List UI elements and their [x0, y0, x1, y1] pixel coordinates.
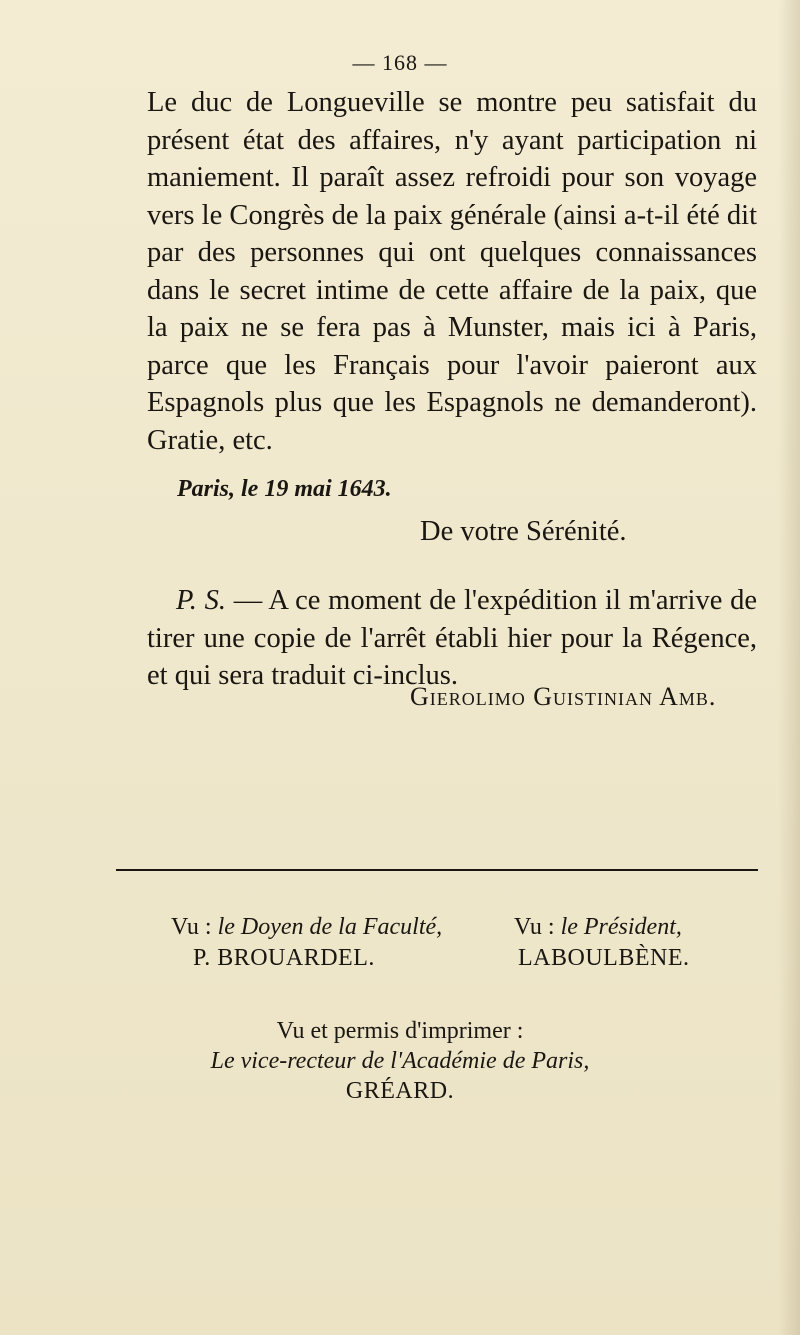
postscript: [147, 582, 757, 695]
postscript-text: — A ce moment de l'expédition il m'arrive de tirer une copie de l'arrêt établi hier pour la Régence, et qui sera traduit ci-inclus.: [147, 585, 757, 691]
letter-paragraph: Le duc de Longueville se montre peu satisfait du présent état des affaires, n'y ayant participation ni maniement. Il paraît assez refroidi pour son voyage vers le Congrès de la paix générale (ainsi a-t-il été dit par des personnes qui ont quelques connaissances dans le secret intime de cette affaire de la paix, que la paix ne se fera pas à Munster, mais ici à Paris, parce que les Français pour l'avoir paieront aux Espagnols plus que les Espagnols ne demanderont). Gratie, etc.: [147, 87, 757, 456]
imprimatur-line-1: Vu et permis d'imprimer :: [276, 1018, 524, 1044]
approval-dean-name: P. BROUARDEL.: [193, 945, 375, 971]
horizontal-rule: [116, 869, 758, 871]
approval-dean-prefix: Vu :: [171, 914, 218, 940]
approval-president-name: LABOULBÈNE.: [518, 945, 690, 971]
page-edge-shadow: [778, 0, 800, 1335]
letter-closing: De votre Sérénité.: [420, 516, 627, 547]
imprimatur-line-3: GRÉARD.: [345, 1078, 455, 1104]
letter-dateline: Paris, le 19 mai 1643.: [177, 476, 392, 502]
approval-dean: [171, 912, 442, 974]
approval-president: [514, 912, 689, 974]
postscript-paragraph: [147, 582, 757, 695]
postscript-label: P. S.: [176, 585, 226, 616]
imprimatur-line-2: Le vice-recteur de l'Académie de Paris,: [210, 1048, 590, 1074]
letter-body: [147, 84, 757, 459]
signature: Gierolimo Guistinian Amb.: [410, 682, 717, 711]
page-number: — 168 —: [352, 50, 448, 75]
approval-president-role: le Président,: [560, 914, 682, 940]
approval-president-prefix: Vu :: [514, 914, 561, 940]
approval-dean-role: le Doyen de la Faculté,: [217, 914, 443, 940]
imprimatur: [0, 1016, 800, 1106]
